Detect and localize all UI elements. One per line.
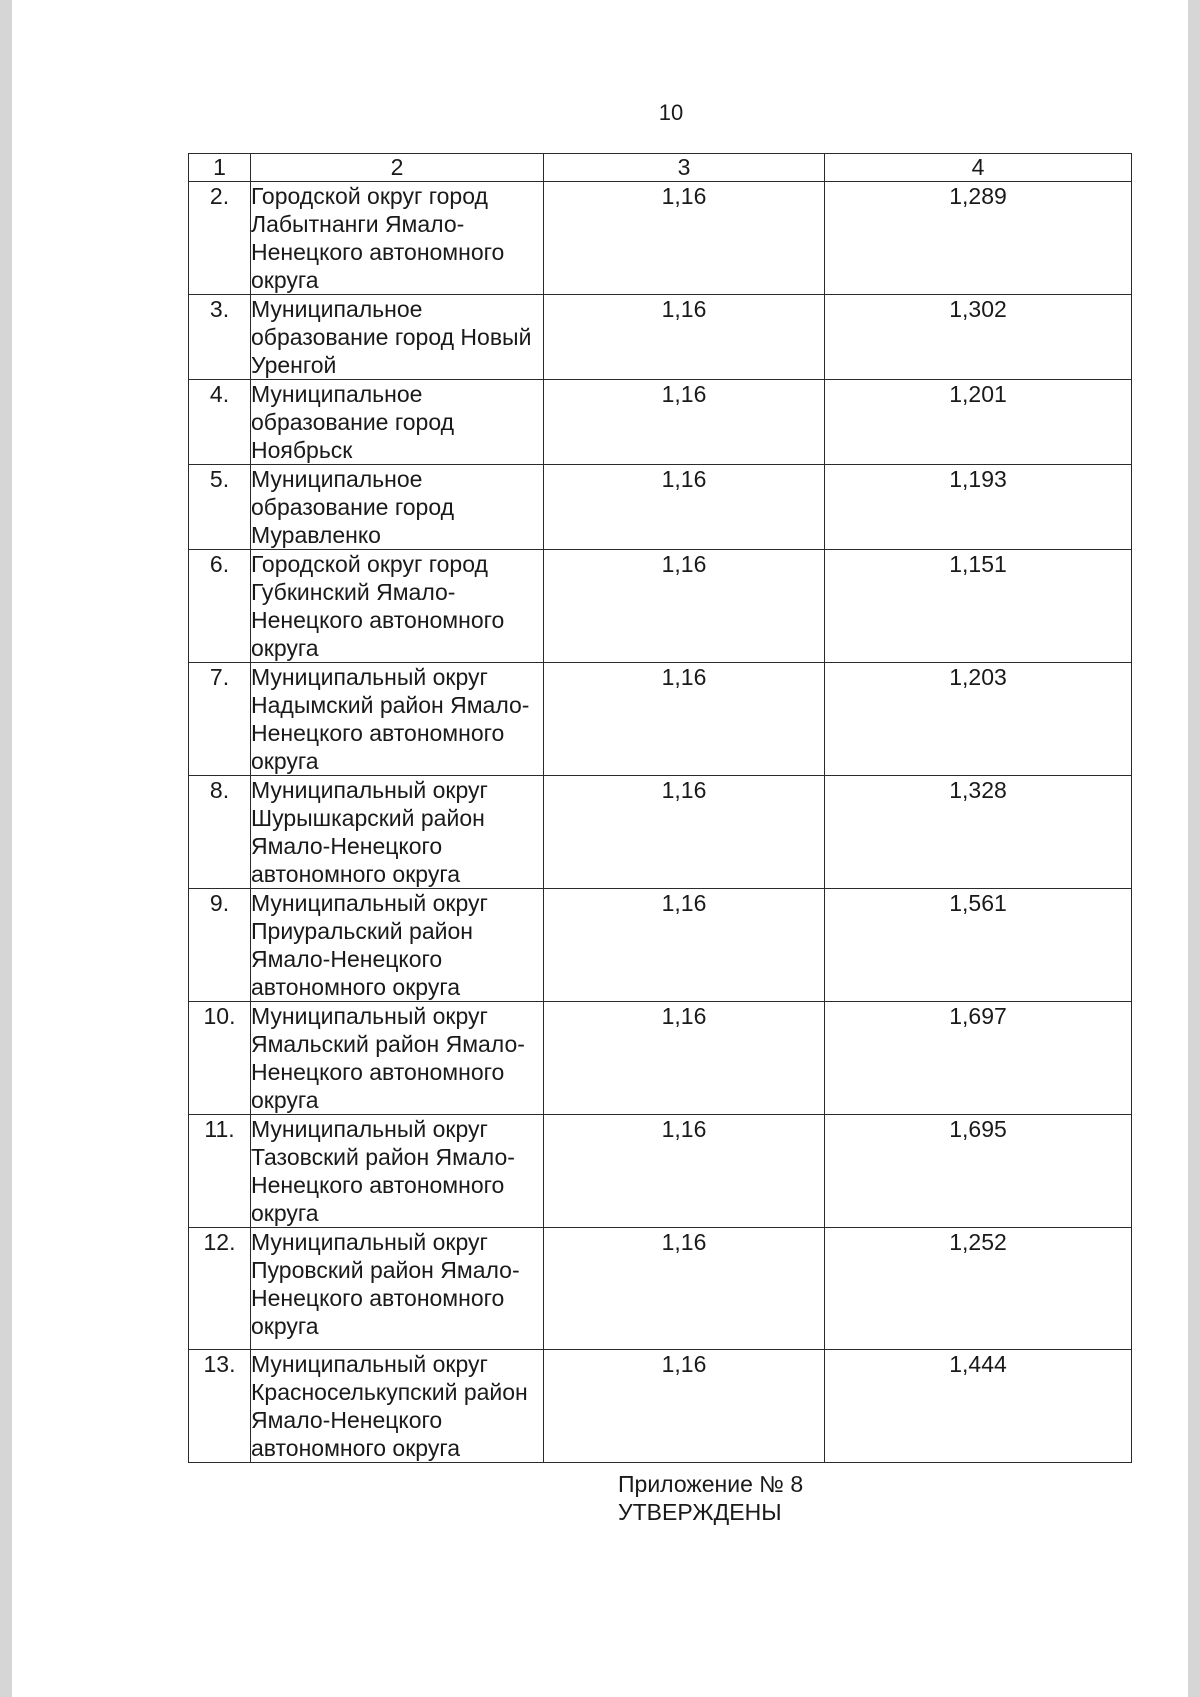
row-number: 2. [189,182,251,295]
row-number: 11. [189,1115,251,1228]
municipality-name: Муниципальный округ Тазовский район Ямало-Ненецкого автономного округа [251,1115,544,1228]
row-number: 3. [189,295,251,380]
page-number: 10 [658,100,684,125]
column-3-value: 1,16 [544,1350,825,1463]
table-header-row [189,154,1132,182]
municipality-name: Муниципальный округ Приуральский район Ямало-Ненецкого автономного округа [251,889,544,1002]
table-row [189,550,1132,663]
municipality-name: Муниципальное образование город Новый Уренгой [251,295,544,380]
row-number: 10. [189,1002,251,1115]
column-3-value: 1,16 [544,550,825,663]
table-row [189,182,1132,295]
column-4-value: 1,252 [825,1228,1132,1350]
column-3-value: 1,16 [544,1002,825,1115]
header-cell-3: 3 [544,154,825,182]
header-cell-2: 2 [251,154,544,182]
column-4-value: 1,193 [825,465,1132,550]
municipality-name: Муниципальный округ Шурышкарский район Ямало-Ненецкого автономного округа [251,776,544,889]
municipality-name: Муниципальный округ Ямальский район Ямало-Ненецкого автономного округа [251,1002,544,1115]
column-3-value: 1,16 [544,663,825,776]
row-number: 9. [189,889,251,1002]
column-4-value: 1,151 [825,550,1132,663]
table-row [189,1002,1132,1115]
column-4-value: 1,201 [825,380,1132,465]
municipality-name: Городской округ город Лабытнанги Ямало-Ненецкого автономного округа [251,182,544,295]
row-number: 12. [189,1228,251,1350]
column-4-value: 1,302 [825,295,1132,380]
column-4-value: 1,444 [825,1350,1132,1463]
table-row [189,1228,1132,1350]
appendix-number: Приложение № 8 [618,1471,804,1497]
row-number: 13. [189,1350,251,1463]
row-number: 5. [189,465,251,550]
header-cell-4: 4 [825,154,1132,182]
table-row [189,663,1132,776]
table-row [189,889,1132,1002]
column-4-value: 1,695 [825,1115,1132,1228]
row-number: 7. [189,663,251,776]
column-3-value: 1,16 [544,1115,825,1228]
table-row [189,776,1132,889]
municipality-name: Муниципальный округ Пуровский район Ямало-Ненецкого автономного округа [251,1228,544,1350]
table-row [189,295,1132,380]
column-4-value: 1,203 [825,663,1132,776]
row-number: 6. [189,550,251,663]
table-row [189,465,1132,550]
column-4-value: 1,697 [825,1002,1132,1115]
municipality-name: Муниципальный округ Надымский район Ямало-Ненецкого автономного округа [251,663,544,776]
row-number: 8. [189,776,251,889]
row-number: 4. [189,380,251,465]
municipality-name: Городской округ город Губкинский Ямало-Ненецкого автономного округа [251,550,544,663]
column-3-value: 1,16 [544,465,825,550]
column-3-value: 1,16 [544,380,825,465]
column-3-value: 1,16 [544,889,825,1002]
column-3-value: 1,16 [544,1228,825,1350]
appendix-heading [618,1470,803,1526]
table-row [189,1115,1132,1228]
document-page [12,0,1188,1697]
column-4-value: 1,289 [825,182,1132,295]
column-4-value: 1,561 [825,889,1132,1002]
municipality-name: Муниципальное образование город Ноябрьск [251,380,544,465]
column-3-value: 1,16 [544,295,825,380]
column-4-value: 1,328 [825,776,1132,889]
column-3-value: 1,16 [544,182,825,295]
municipality-name: Муниципальный округ Красноселькупский район Ямало-Ненецкого автономного округа [251,1350,544,1463]
approved-label: УТВЕРЖДЕНЫ [618,1499,782,1525]
coefficient-table [188,153,1132,1463]
header-cell-1: 1 [189,154,251,182]
column-3-value: 1,16 [544,776,825,889]
table-row [189,380,1132,465]
table-row [189,1350,1132,1463]
municipality-name: Муниципальное образование город Муравленко [251,465,544,550]
